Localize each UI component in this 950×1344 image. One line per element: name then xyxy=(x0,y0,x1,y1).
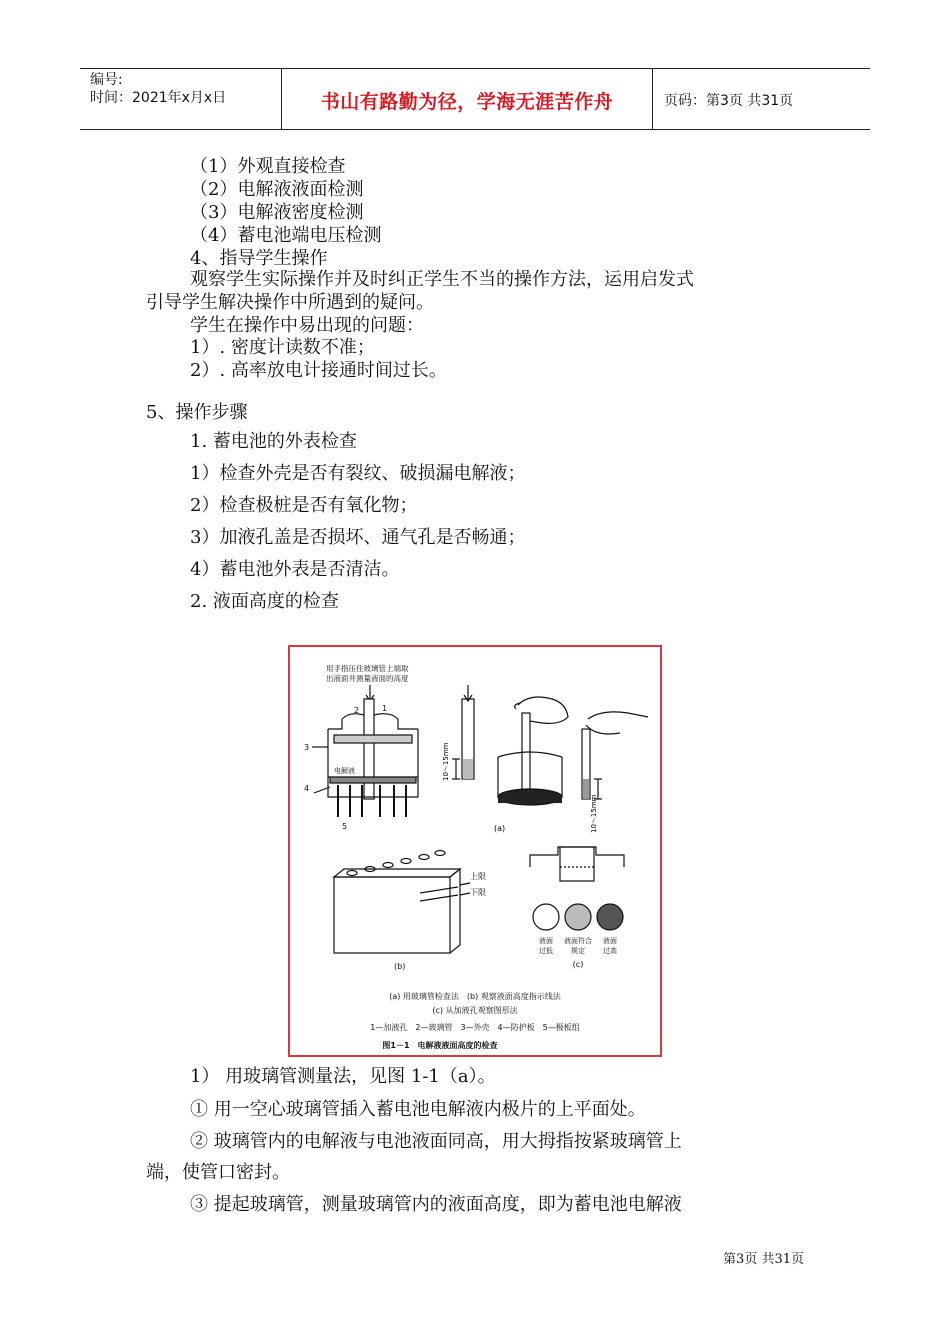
paragraph-line: 引导学生解决操作中所遇到的疑问。 xyxy=(146,292,434,313)
page-footer: 第3页 共31页 xyxy=(723,1252,804,1267)
figure-title: 图1－1 电解液液面高度的检查 xyxy=(382,1041,498,1050)
doc-number-label: 编号: xyxy=(90,72,123,88)
figure-label: 液面符合 xyxy=(564,937,592,945)
figure-callout: 2 xyxy=(354,706,360,715)
paragraph-line: 观察学生实际操作并及时纠正学生不当的操作方法，运用启发式 xyxy=(190,269,694,290)
header-divider xyxy=(652,69,653,129)
panel-label: (c) xyxy=(572,960,584,969)
paragraph-line: 1） 用玻璃管测量法，见图 1-1（a）。 xyxy=(190,1066,496,1087)
figure-callout: 5 xyxy=(342,822,348,831)
page-header xyxy=(80,68,870,130)
figure-callout: 3 xyxy=(304,743,310,752)
figure-callout: 1 xyxy=(382,704,388,713)
dimension-label: 10～15mm xyxy=(590,794,598,833)
list-item: 1）检查外壳是否有裂纹、破损漏电解液； xyxy=(190,463,526,484)
dimension-label: 10～15mm xyxy=(442,742,450,781)
header-page-number: 页码：第3页 共31页 xyxy=(664,93,794,109)
figure-label: 电解液 xyxy=(334,767,355,775)
figure-label: 液面 xyxy=(539,937,553,945)
section-heading: 4、指导学生操作 xyxy=(190,248,328,269)
figure-drawing xyxy=(290,647,660,1055)
figure-caption: (a) 用玻璃管检查法 (b) 观察液面高度指示线法 xyxy=(389,992,561,1001)
figure-caption: (c) 从加液孔观察图形法 xyxy=(432,1006,518,1015)
header-meta xyxy=(90,71,226,107)
paragraph-line: 端，使管口密封。 xyxy=(146,1162,290,1183)
list-item: （4）蓄电池端电压检测 xyxy=(190,225,382,246)
section-heading: 5、操作步骤 xyxy=(146,402,248,423)
figure-1-1 xyxy=(288,645,662,1057)
paragraph-line: ② 玻璃管内的电解液与电池液面同高，用大拇指按紧玻璃管上 xyxy=(190,1131,682,1152)
panel-label: (b) xyxy=(394,962,406,971)
list-item: 1）. 密度计读数不准； xyxy=(190,337,375,358)
list-item: （1）外观直接检查 xyxy=(190,156,346,177)
list-item: 3）加液孔盖是否损坏、通气孔是否畅通； xyxy=(190,527,526,548)
list-item: （2）电解液液面检测 xyxy=(190,179,364,200)
indicator-label: 上限 xyxy=(470,872,486,881)
figure-note: 出液面并测量液面的高度 xyxy=(326,674,409,683)
indicator-label: 下限 xyxy=(470,888,486,897)
paragraph-line: ③ 提起玻璃管，测量玻璃管内的液面高度，即为蓄电池电解液 xyxy=(190,1194,682,1215)
subsection-heading: 1. 蓄电池的外表检查 xyxy=(190,431,357,452)
figure-label: 液面 xyxy=(603,937,617,945)
figure-label: 过高 xyxy=(603,947,617,955)
list-item: （3）电解液密度检测 xyxy=(190,202,364,223)
paragraph-line: ① 用一空心玻璃管插入蓄电池电解液内极片的上平面处。 xyxy=(190,1099,646,1120)
figure-note: 用手指压住玻璃管上端取 xyxy=(326,664,409,673)
panel-label: (a) xyxy=(494,824,506,833)
figure-label: 过低 xyxy=(539,947,553,955)
subsection-heading: 2. 液面高度的检查 xyxy=(190,591,339,612)
figure-callout: 4 xyxy=(304,784,310,793)
figure-caption: 1—加液孔 2—玻璃管 3—外壳 4—防护板 5—极板组 xyxy=(370,1023,580,1032)
paragraph-line: 学生在操作中易出现的问题： xyxy=(190,315,424,336)
list-item: 2）. 高率放电计接通时间过长。 xyxy=(190,360,447,381)
figure-label: 规定 xyxy=(571,947,585,955)
header-motto: 书山有路勤为径，学海无涯苦作舟 xyxy=(320,91,614,113)
doc-time-label: 时间：2021年x月x日 xyxy=(90,90,227,106)
list-item: 4）蓄电池外表是否清洁。 xyxy=(190,559,400,580)
list-item: 2）检查极桩是否有氧化物； xyxy=(190,495,418,516)
